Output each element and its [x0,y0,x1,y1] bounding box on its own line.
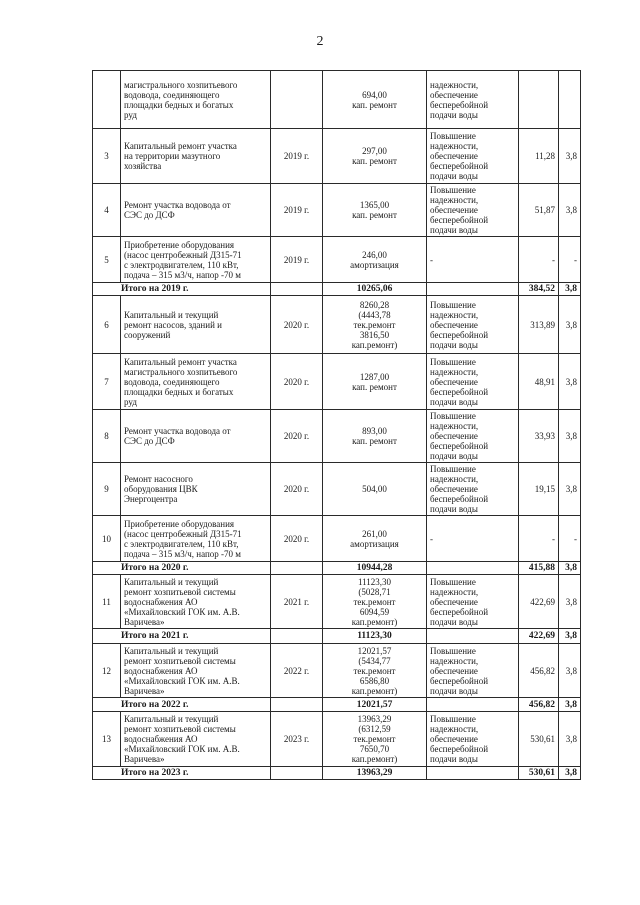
row-effect: Повышение надежности, обеспечение бесперебойной подачи воды [427,184,519,237]
row-effect: Повышение надежности, обеспечение бесперебойной подачи воды [427,129,519,184]
row-rate: 3,8 [559,644,581,698]
row-rate: 3,8 [559,410,581,463]
row-rate: 3,8 [559,712,581,767]
row-description: Капитальный и текущий ремонт хозпитьевой системы водоснабжения АО «Михайловский ГОК им. А.В. Варичева» [121,644,271,698]
row-number: 4 [93,184,121,237]
table-row [93,71,581,129]
row-number: 5 [93,237,121,283]
row-cost: 1287,00 кап. ремонт [323,354,427,410]
row-cost: 8260,28 (4443,78 тек.ремонт 3816,50 кап.ремонт) [323,296,427,354]
row-value: 313,89 [519,296,559,354]
row-number: 3 [93,129,121,184]
row-rate: 3,8 [559,354,581,410]
row-rate: 3,8 [559,129,581,184]
total-empty-cell [271,629,323,644]
row-description: Капитальный и текущий ремонт хозпитьевой системы водоснабжения АО «Михайловский ГОК им. А.В. Варичева» [121,575,271,629]
total-value: 456,82 [519,698,559,712]
row-description: Ремонт участка водовода от СЭС до ДСФ [121,410,271,463]
total-empty-cell [271,562,323,575]
investment-table [92,70,581,780]
row-year: 2020 г. [271,463,323,516]
table-row [93,129,581,184]
row-description: Ремонт участка водовода от СЭС до ДСФ [121,184,271,237]
total-empty-cell [427,698,519,712]
row-year [271,71,323,129]
total-empty-cell [427,629,519,644]
row-number: 11 [93,575,121,629]
total-empty-cell [271,698,323,712]
row-number: 10 [93,516,121,562]
row-effect: - [427,516,519,562]
table-row [93,712,581,767]
row-rate: 3,8 [559,296,581,354]
total-cost: 12021,57 [323,698,427,712]
table-row [93,516,581,562]
row-description: Капитальный ремонт участка на территории мазутного хозяйства [121,129,271,184]
row-description: Ремонт насосного оборудования ЦВК Энергоцентра [121,463,271,516]
row-cost: 11123,30 (5028,71 тек.ремонт 6094,59 кап.ремонт) [323,575,427,629]
row-rate: - [559,237,581,283]
row-year: 2019 г. [271,237,323,283]
row-rate: 3,8 [559,184,581,237]
row-effect: Повышение надежности, обеспечение бесперебойной подачи воды [427,712,519,767]
row-description: магистрального хозпитьевого водовода, соединяющего площадки бедных и богатых руд [121,71,271,129]
row-rate: 3,8 [559,575,581,629]
row-value: - [519,516,559,562]
total-rate: 3,8 [559,698,581,712]
row-cost: 694,00 кап. ремонт [323,71,427,129]
row-year: 2020 г. [271,296,323,354]
total-rate: 3,8 [559,629,581,644]
total-label: Итого на 2023 г. [93,767,271,780]
row-cost: 893,00 кап. ремонт [323,410,427,463]
row-description: Капитальный и текущий ремонт насосов, зданий и сооружений [121,296,271,354]
total-row [93,767,581,780]
total-cost: 13963,29 [323,767,427,780]
total-value: 384,52 [519,283,559,296]
total-value: 415,88 [519,562,559,575]
row-number: 9 [93,463,121,516]
row-year: 2020 г. [271,410,323,463]
total-cost: 10265,06 [323,283,427,296]
total-value: 530,61 [519,767,559,780]
row-year: 2022 г. [271,644,323,698]
row-number: 6 [93,296,121,354]
row-value: - [519,237,559,283]
row-effect: - [427,237,519,283]
row-cost: 13963,29 (6312,59 тек.ремонт 7650,70 кап.ремонт) [323,712,427,767]
row-description: Капитальный ремонт участка магистрального хозпитьевого водовода, соединяющего площадки бедных и богатых руд [121,354,271,410]
total-empty-cell [271,283,323,296]
row-value: 456,82 [519,644,559,698]
total-cost: 11123,30 [323,629,427,644]
table-row [93,184,581,237]
table-row [93,644,581,698]
row-cost: 504,00 [323,463,427,516]
row-value: 19,15 [519,463,559,516]
total-empty-cell [427,562,519,575]
total-cost: 10944,28 [323,562,427,575]
row-value: 11,28 [519,129,559,184]
row-rate: 3,8 [559,463,581,516]
row-year: 2020 г. [271,354,323,410]
total-label: Итого на 2020 г. [93,562,271,575]
table-row [93,354,581,410]
total-empty-cell [427,283,519,296]
total-empty-cell [427,767,519,780]
total-label: Итого на 2019 г. [93,283,271,296]
row-effect: Повышение надежности, обеспечение бесперебойной подачи воды [427,354,519,410]
row-value [519,71,559,129]
row-cost: 297,00 кап. ремонт [323,129,427,184]
row-cost: 246,00 амортизация [323,237,427,283]
table-row [93,296,581,354]
row-description: Приобретение оборудования (насос центробежный Д315-71 с электродвигателем, 110 кВт, подача – 315 м3/ч, напор -70 м [121,516,271,562]
total-label: Итого на 2021 г. [93,629,271,644]
total-rate: 3,8 [559,767,581,780]
table-row [93,410,581,463]
row-cost: 12021,57 (5434,77 тек.ремонт 6586,80 кап.ремонт) [323,644,427,698]
table-row [93,237,581,283]
row-value: 530,61 [519,712,559,767]
row-effect: Повышение надежности, обеспечение бесперебойной подачи воды [427,644,519,698]
total-empty-cell [271,767,323,780]
total-value: 422,69 [519,629,559,644]
total-row [93,629,581,644]
total-row [93,698,581,712]
total-label: Итого на 2022 г. [93,698,271,712]
total-rate: 3,8 [559,283,581,296]
row-value: 33,93 [519,410,559,463]
row-description: Капитальный и текущий ремонт хозпитьевой системы водоснабжения АО «Михайловский ГОК им. А.В. Варичева» [121,712,271,767]
row-year: 2019 г. [271,129,323,184]
row-rate [559,71,581,129]
row-number [93,71,121,129]
row-number: 8 [93,410,121,463]
total-rate: 3,8 [559,562,581,575]
row-value: 422,69 [519,575,559,629]
row-year: 2021 г. [271,575,323,629]
row-number: 7 [93,354,121,410]
row-number: 13 [93,712,121,767]
table-row [93,575,581,629]
row-effect: надежности, обеспечение бесперебойной подачи воды [427,71,519,129]
row-value: 48,91 [519,354,559,410]
row-effect: Повышение надежности, обеспечение бесперебойной подачи воды [427,463,519,516]
row-description: Приобретение оборудования (насос центробежный Д315-71 с электродвигателем, 110 кВт, подача – 315 м3/ч, напор -70 м [121,237,271,283]
row-rate: - [559,516,581,562]
page-number: 2 [316,34,324,49]
row-number: 12 [93,644,121,698]
table-row [93,463,581,516]
row-year: 2023 г. [271,712,323,767]
total-row [93,283,581,296]
total-row [93,562,581,575]
table-body [93,71,581,780]
row-year: 2019 г. [271,184,323,237]
row-effect: Повышение надежности, обеспечение бесперебойной подачи воды [427,575,519,629]
row-value: 51,87 [519,184,559,237]
row-year: 2020 г. [271,516,323,562]
row-effect: Повышение надежности, обеспечение бесперебойной подачи воды [427,410,519,463]
row-cost: 261,00 амортизация [323,516,427,562]
row-cost: 1365,00 кап. ремонт [323,184,427,237]
row-effect: Повышение надежности, обеспечение бесперебойной подачи воды [427,296,519,354]
